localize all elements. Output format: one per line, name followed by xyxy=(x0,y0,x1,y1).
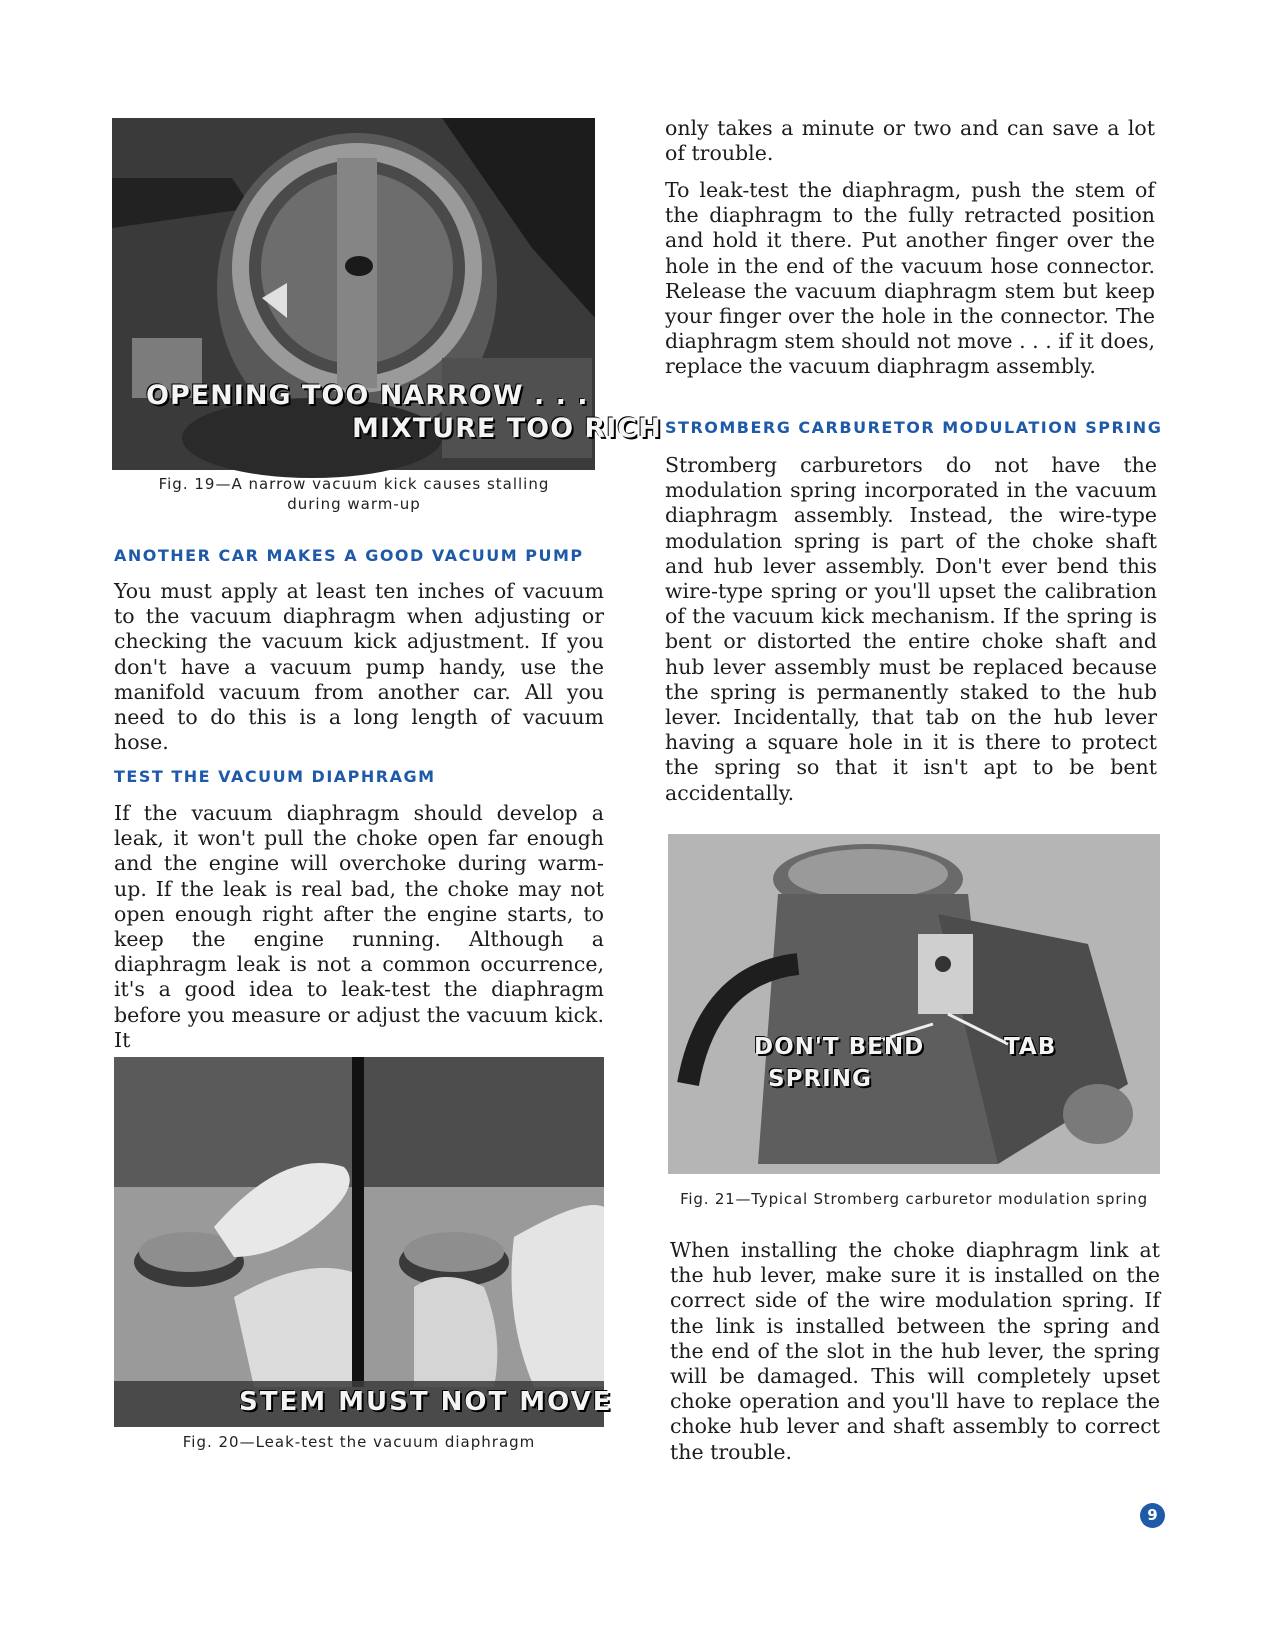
paragraph-continued: only takes a minute or two and can save a lot of trouble. xyxy=(665,116,1155,166)
fig19-photo xyxy=(112,118,662,470)
fig19-overlay-line2: MIXTURE TOO RICH xyxy=(352,413,662,444)
fig20-photo xyxy=(114,1057,613,1427)
paragraph-installing: When installing the choke diaphragm link at the hub lever, make sure it is installed on the correct side of the wire modulation spring. If the link is installed between the spring and the end of the slot in the hub lever, the spring will be damaged. This will completely upset choke operation and you'll have to replace the choke hub lever and shaft assembly to correct the trouble. xyxy=(670,1238,1160,1464)
heading-vacuum-pump: ANOTHER CAR MAKES A GOOD VACUUM PUMP xyxy=(114,546,584,565)
paragraph-test-diaphragm: If the vacuum diaphragm should develop a leak, it won't pull the choke open far enough and the engine will overchoke during warm-up. If the leak is real bad, the choke may not open enough right after the engine starts, to keep the engine running. Although a diaphragm leak is not a common occurrence, it's a good idea to leak-test the diaphragm before you measure or adjust the vacuum kick. It xyxy=(114,801,604,1052)
heading-stromberg: STROMBERG CARBURETOR MODULATION SPRING xyxy=(665,418,1163,437)
fig21-caption: Fig. 21—Typical Stromberg carburetor modulation spring xyxy=(680,1190,1148,1208)
fig20-overlay: STEM MUST NOT MOVE xyxy=(239,1387,613,1417)
fig21-overlay-line2: SPRING xyxy=(768,1066,872,1092)
paragraph-vacuum-pump: You must apply at least ten inches of vacuum to the vacuum diaphragm when adjusting or checking the vacuum kick adjustment. If you don't have a vacuum pump handy, use the manifold vacuum from another car. All you need to do this is a long length of vacuum hose. xyxy=(114,579,604,755)
fig21-overlay-line1: DON'T BEND xyxy=(754,1034,925,1060)
page-number-badge: 9 xyxy=(1140,1503,1165,1528)
fig19-caption xyxy=(114,474,594,514)
stromberg-carburetor-illustration xyxy=(668,834,1160,1174)
paragraph-stromberg: Stromberg carburetors do not have the modulation spring incorporated in the vacuum diaphragm assembly. Instead, the wire-type modulation spring is part of the choke shaft and hub lever assembly. Don't ever bend this wire-type spring or you'll upset the calibration of the vacuum kick mechanism. If the spring is bent or distorted the entire choke shaft and hub lever assembly must be replaced because the spring is permanently staked to the hub lever. Incidentally, that tab on the hub lever having a square hole in it is there to protect the spring so that it isn't apt to be bent accidentally. xyxy=(665,453,1157,805)
diaphragm-hands-illustration xyxy=(114,1057,604,1427)
fig20-caption: Fig. 20—Leak-test the vacuum diaphragm xyxy=(182,1433,536,1451)
fig19-overlay-line1: OPENING TOO NARROW . . . xyxy=(146,380,589,411)
paragraph-leak-test: To leak-test the diaphragm, push the stem of the diaphragm to the fully retracted position and hold it there. Put another finger over the hole in the end of the vacuum hose connector. Release the vacuum diaphragm stem but keep your finger over the hole in the connector. The diaphragm stem should not move . . . if it does, replace the vacuum diaphragm assembly. xyxy=(665,178,1155,379)
heading-test-diaphragm: TEST THE VACUUM DIAPHRAGM xyxy=(114,767,436,786)
fig19-caption-line2: during warm-up xyxy=(287,495,421,513)
fig21-photo xyxy=(668,834,1160,1174)
fig19-caption-line1: Fig. 19—A narrow vacuum kick causes stalling xyxy=(158,475,550,493)
fig21-overlay-tab: TAB xyxy=(1004,1034,1057,1060)
